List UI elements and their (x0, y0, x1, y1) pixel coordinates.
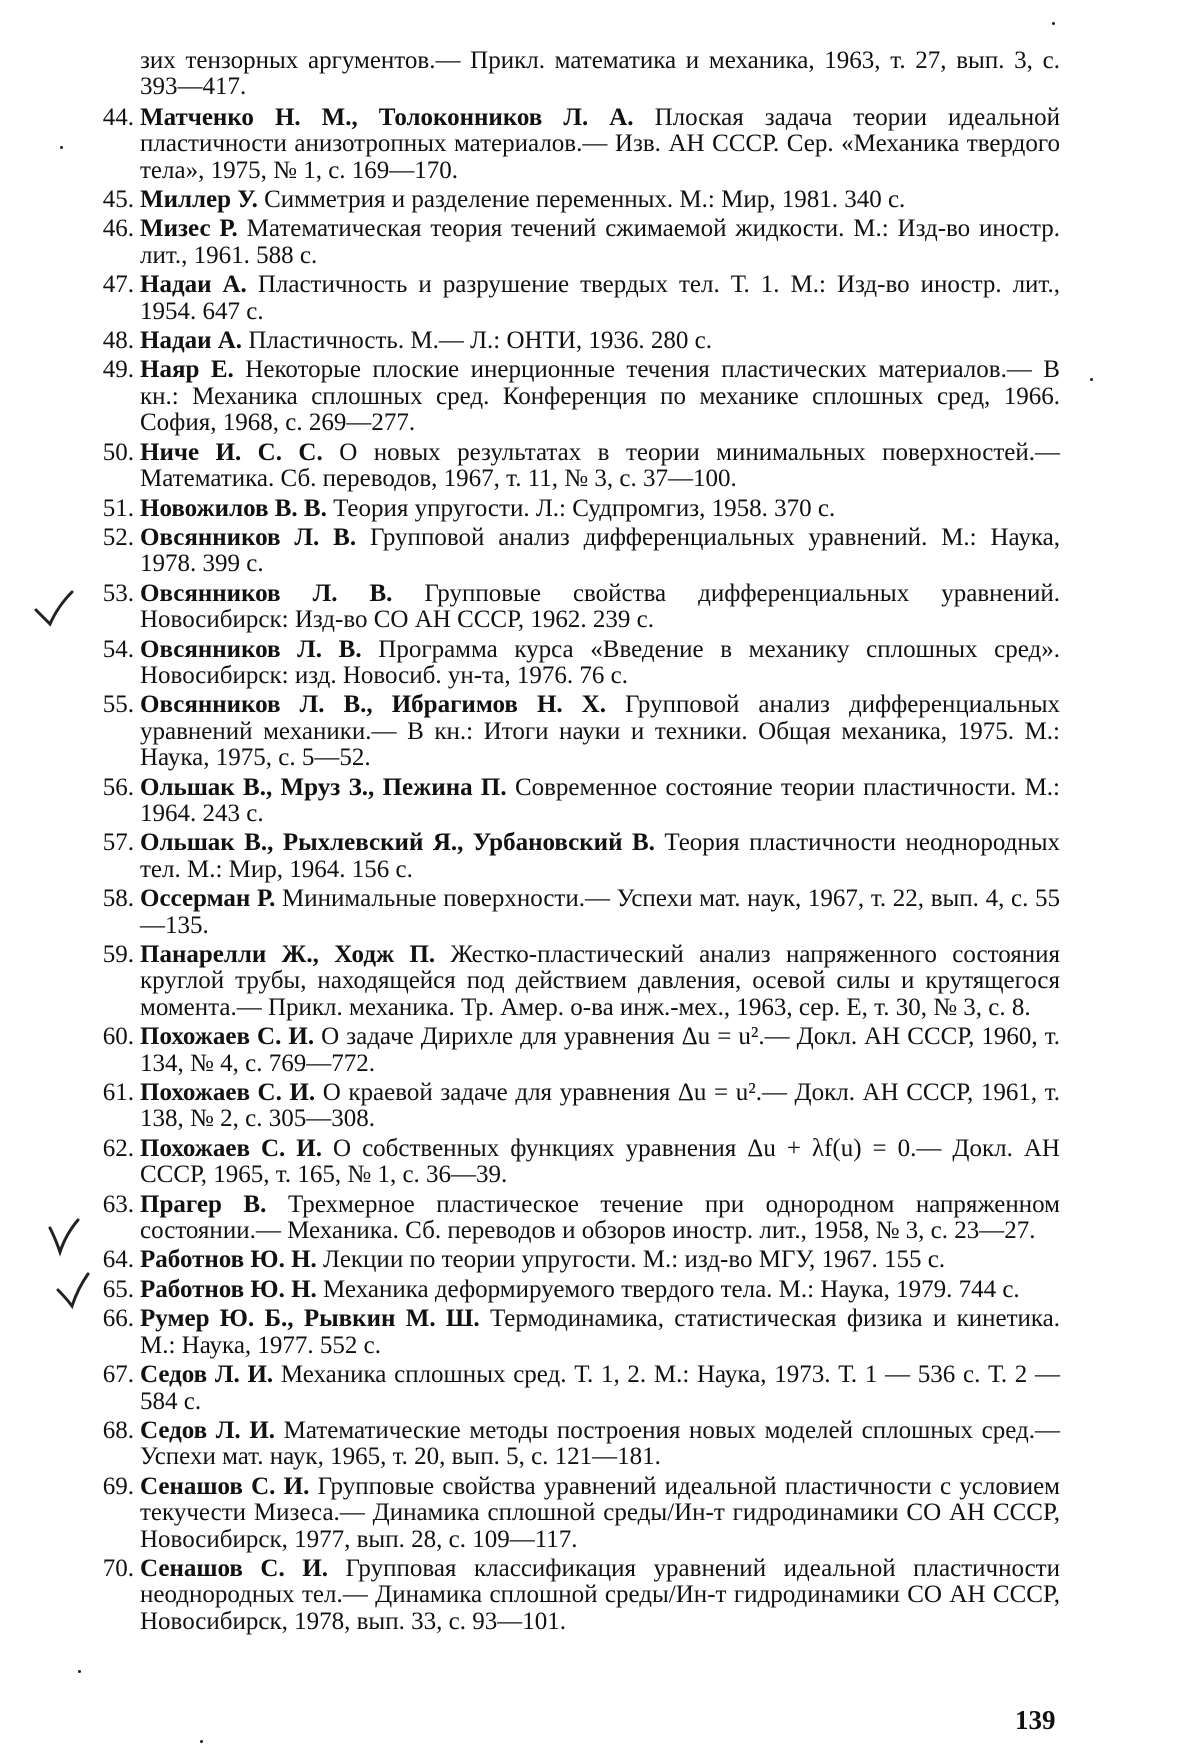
scan-speck (200, 1740, 203, 1743)
reference-item (88, 525, 1060, 578)
reference-text: Групповые свойства уравнений идеальной пластичности с условием текучести Мизеса.— Динамика сплошной среды/Ин-т гидродинамики СО АН СССР, Новосибирск, 1977, вып. 28, с. 109—117. (140, 1472, 1060, 1553)
reference-authors: Ольшак В., Мруз З., Пежина П. (140, 773, 507, 801)
reference-authors: Сенашов С. И. (140, 1472, 310, 1500)
reference-authors: Ниче И. С. С. (140, 438, 323, 466)
reference-item (88, 637, 1060, 690)
reference-authors: Седов Л. И. (140, 1361, 274, 1389)
reference-number: 45. (102, 186, 134, 214)
reference-text: Плоская задача теории идеальной пластичности анизотропных материалов.— Изв. АН СССР. Сер. «Механика твердого тела», 1975, № 1, с. 169—170. (140, 103, 1060, 184)
reference-text: Механика сплошных сред. Т. 1, 2. М.: Наука, 1973. Т. 1 — 536 с. Т. 2 — 584 с. (140, 1361, 1060, 1415)
reference-item (88, 1247, 1060, 1273)
reference-text: Лекции по теории упругости. М.: изд-во МГУ, 1967. 155 с. (316, 1246, 946, 1274)
handwritten-checkmark-icon (32, 588, 78, 628)
reference-authors: Панарелли Ж., Ходж П. (140, 941, 436, 968)
reference-number: 55. (102, 691, 134, 719)
handwritten-checkmark-icon (54, 1272, 100, 1312)
reference-number: 61. (102, 1079, 134, 1107)
reference-number: 62. (102, 1134, 134, 1162)
reference-item (88, 830, 1060, 883)
handwritten-checkmark-icon (44, 1218, 90, 1258)
reference-item (88, 1556, 1060, 1635)
reference-text: Программа курса «Введение в механику сплошных сред». Новосибирск: изд. Новосиб. ун-та, 1976. 76 с. (140, 635, 1061, 689)
reference-number: 53. (102, 579, 134, 607)
reference-number: 70. (102, 1554, 134, 1582)
reference-text: Пластичность и разрушение твердых тел. Т. 1. М.: Изд-во иностр. лит., 1954. 647 с. (140, 271, 1060, 325)
reference-text: Современное состояние теории пластичности. М.: 1964. 243 с. (140, 773, 1061, 827)
reference-authors: Овсянников Л. В. (140, 579, 393, 607)
page-number: 139 (1015, 1705, 1056, 1735)
reference-authors: Оссерман Р. (140, 885, 276, 913)
reference-text: Теория упругости. Л.: Судпромгиз, 1958. 370 с. (326, 494, 836, 522)
scan-speck (60, 146, 63, 149)
reference-item (88, 775, 1060, 828)
reference-number: 44. (102, 103, 134, 131)
reference-text: Термодинамика, статистическая физика и кинетика. М.: Наука, 1977. 552 с. (140, 1305, 1061, 1359)
reference-item (88, 942, 1060, 1021)
reference-number: 60. (102, 1023, 134, 1051)
reference-authors: Прагер В. (140, 1190, 267, 1218)
reference-text: Минимальные поверхности.— Успехи мат. наук, 1967, т. 22, вып. 4, с. 55—135. (140, 885, 1060, 939)
scan-speck (1090, 378, 1093, 381)
reference-number: 46. (102, 215, 134, 243)
reference-text: Групповой анализ дифференциальных уравнений механики.— В кн.: Итоги науки и техники. Общая механика, 1975. М.: Наука, 1975, с. 5—52. (140, 691, 1060, 772)
reference-number: 57. (102, 829, 134, 857)
scan-speck (1052, 22, 1055, 25)
reference-number: 47. (102, 271, 134, 299)
reference-item (88, 1474, 1060, 1553)
reference-continuation: зих тензорных аргументов.— Прикл. математика и механика, 1963, т. 27, вып. 3, с. 393—417. (140, 47, 1060, 101)
reference-authors: Овсянников Л. В., Ибрагимов Н. Х. (140, 691, 606, 719)
reference-item (88, 1136, 1060, 1189)
reference-text: Групповые свойства дифференциальных уравнений. Новосибирск: Изд-во СО АН СССР, 1962. 239 с. (140, 579, 1060, 634)
reference-text: Механика деформируемого твердого тела. М.: Наука, 1979. 744 с. (316, 1275, 1020, 1303)
reference-text: Трехмерное пластическое течение при однородном напряженном состоянии.— Механика. Сб. переводов и обзоров иностр. лит., 1958, № 3, с. 23—27. (140, 1190, 1060, 1245)
reference-authors: Румер Ю. Б., Рывкин М. Ш. (140, 1305, 480, 1333)
reference-text: О задаче Дирихле для уравнения Δu = u².— Докл. АН СССР, 1960, т. 134, № 4, с. 769—772. (140, 1023, 1060, 1077)
reference-item (88, 1418, 1060, 1471)
reference-authors: Работнов Ю. Н. (140, 1246, 317, 1274)
reference-number: 66. (102, 1305, 134, 1333)
reference-number: 64. (102, 1246, 134, 1274)
reference-item (88, 1306, 1060, 1359)
reference-number: 48. (102, 327, 134, 355)
reference-number: 67. (102, 1361, 134, 1389)
reference-item (88, 187, 1060, 213)
reference-number: 69. (102, 1472, 134, 1500)
reference-authors: Работнов Ю. Н. (140, 1275, 317, 1303)
reference-text: Групповая классификация уравнений идеальной пластичности неоднородных тел.— Динамика сплошной среды/Ин-т гидродинамики СО АН СССР, Новосибирск, 1978, вып. 33, с. 93—101. (140, 1554, 1060, 1635)
reference-number: 63. (102, 1190, 134, 1218)
reference-item (88, 216, 1060, 269)
reference-authors: Наяр Е. (140, 356, 234, 384)
reference-authors: Овсянников Л. В. (140, 523, 357, 551)
reference-list (88, 48, 1060, 1638)
reference-authors: Надаи А. (140, 327, 243, 355)
reference-text: Математические методы построения новых моделей сплошных сред.— Успехи мат. наук, 1965, т. 20, вып. 5, с. 121—181. (140, 1416, 1060, 1471)
reference-number: 50. (102, 438, 134, 466)
reference-item (88, 581, 1060, 634)
reference-authors: Сенашов С. И. (140, 1554, 328, 1582)
reference-authors: Похожаев С. И. (140, 1134, 322, 1162)
reference-item (88, 105, 1060, 184)
reference-item (88, 1362, 1060, 1415)
reference-number: 51. (102, 494, 134, 522)
reference-item (88, 1277, 1060, 1303)
reference-authors: Овсянников Л. В. (140, 635, 362, 663)
reference-item (88, 886, 1060, 939)
reference-number: 54. (102, 635, 134, 663)
reference-text: Некоторые плоские инерционные течения пластических материалов.— В кн.: Механика сплошных сред. Конференция по механике сплошных сред, 1966. София, 1968, с. 269—277. (140, 356, 1060, 437)
reference-text: Математическая теория течений сжимаемой жидкости. М.: Изд-во иностр. лит., 1961. 588 с. (140, 215, 1060, 269)
reference-item (88, 328, 1060, 354)
reference-authors: Ольшак В., Рыхлевский Я., Урбановский В. (140, 829, 655, 857)
reference-text: О краевой задаче для уравнения Δu = u².— Докл. АН СССР, 1961, т. 138, № 2, с. 305—308. (140, 1079, 1060, 1133)
reference-item (88, 440, 1060, 493)
reference-text: Пластичность. М.— Л.: ОНТИ, 1936. 280 с. (242, 327, 712, 355)
reference-text: О собственных функциях уравнения Δu + λf(u) = 0.— Докл. АН СССР, 1965, т. 165, № 1, с. 36—39. (140, 1134, 1060, 1189)
reference-authors: Надаи А. (140, 271, 247, 299)
scan-speck (78, 1670, 81, 1673)
reference-authors: Мизес Р. (140, 215, 238, 243)
reference-item (88, 357, 1060, 436)
reference-text: Теория пластичности неоднородных тел. М.: Мир, 1964. 156 с. (140, 829, 1061, 883)
reference-item (88, 692, 1060, 771)
reference-item (88, 272, 1060, 325)
reference-number: 52. (102, 523, 134, 551)
reference-authors: Седов Л. И. (140, 1416, 276, 1444)
reference-item (88, 496, 1060, 522)
reference-number: 56. (102, 773, 134, 801)
reference-number: 59. (102, 941, 134, 968)
reference-number: 65. (102, 1275, 134, 1303)
reference-text: Жестко-пластический анализ напряженного состояния круглой трубы, находящейся под действием давления, осевой силы и крутящегося момента.— Прикл. механика. Тр. Амер. о-ва инж.-мех., 1963, сер. Е, т. 30, № 3, с. 8. (140, 941, 1060, 1021)
reference-text: Симметрия и разделение переменных. М.: Мир, 1981. 340 с. (257, 186, 906, 214)
reference-item (88, 1080, 1060, 1133)
reference-text: Групповой анализ дифференциальных уравнений. М.: Наука, 1978. 399 с. (140, 523, 1061, 578)
reference-item (88, 1192, 1060, 1245)
reference-authors: Похожаев С. И. (140, 1079, 316, 1107)
reference-number: 49. (102, 356, 134, 384)
reference-authors: Похожаев С. И. (140, 1023, 315, 1051)
reference-text: О новых результатах в теории минимальных поверхностей.— Математика. Сб. переводов, 1967, т. 11, № 3, с. 37—100. (140, 438, 1060, 493)
reference-number: 68. (102, 1416, 134, 1444)
reference-authors: Миллер У. (140, 186, 258, 214)
reference-item (88, 1024, 1060, 1077)
reference-number: 58. (102, 885, 134, 913)
reference-authors: Новожилов В. В. (140, 494, 327, 522)
reference-authors: Матченко Н. М., Толоконников Л. А. (140, 103, 634, 131)
